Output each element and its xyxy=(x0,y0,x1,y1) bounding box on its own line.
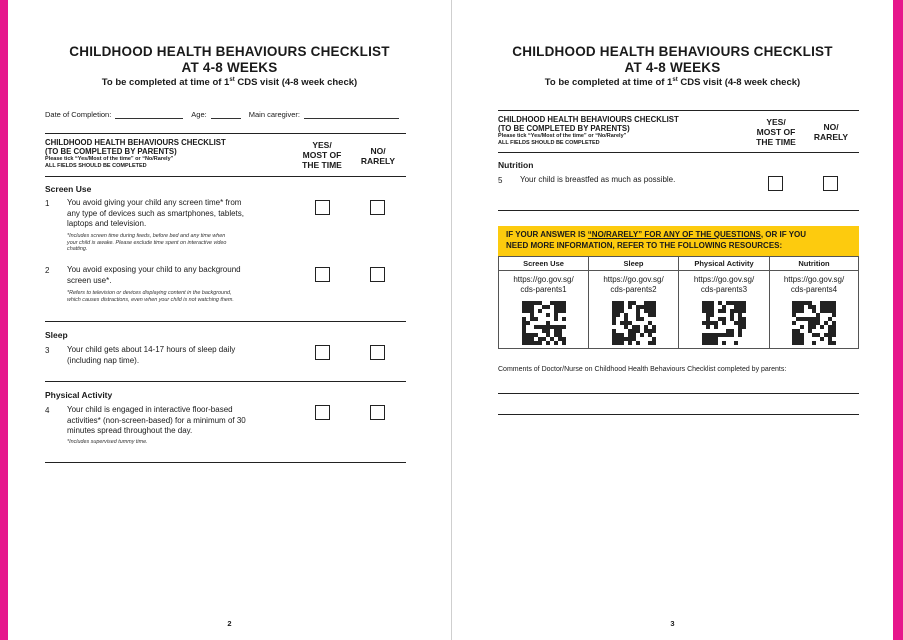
section-nutrition: Nutrition xyxy=(498,160,534,170)
qr-code-icon xyxy=(612,301,656,345)
table-header-rule xyxy=(498,152,859,153)
q3-no-checkbox[interactable] xyxy=(370,345,385,360)
q5-yes-checkbox[interactable] xyxy=(768,176,783,191)
question-number: 5 xyxy=(498,176,503,185)
question-1-text: You avoid giving your child any screen time* from any type of devices such as smartphones, tablets, laptops and television. xyxy=(67,198,244,228)
question-number: 4 xyxy=(45,406,50,415)
resource-physical-activity: Physical Activity https://go.gov.sg/ cds-parents3 xyxy=(679,257,770,348)
page-3 xyxy=(452,0,893,640)
q4-yes-checkbox[interactable] xyxy=(315,405,330,420)
resource-nutrition: Nutrition https://go.gov.sg/ cds-parents4 xyxy=(770,257,858,348)
page-3-header xyxy=(452,44,893,88)
table-top-rule xyxy=(45,133,406,134)
question-4-note: *Includes supervised tummy time. xyxy=(67,439,148,445)
q4-no-checkbox[interactable] xyxy=(370,405,385,420)
q3-yes-checkbox[interactable] xyxy=(315,345,330,360)
col-no-header: NO/ RARELY xyxy=(813,122,849,142)
resource-link[interactable]: https://go.gov.sg/ cds-parents4 xyxy=(783,275,845,294)
table-bottom-rule xyxy=(45,462,406,463)
qr-code-icon xyxy=(702,301,746,345)
page-number: 3 xyxy=(670,619,675,628)
caregiver-field[interactable] xyxy=(304,110,399,119)
resources-table xyxy=(498,256,859,349)
question-2-text: You avoid exposing your child to any background screen use*. xyxy=(67,265,241,285)
resource-link[interactable]: https://go.gov.sg/ cds-parents3 xyxy=(693,275,755,294)
section-rule xyxy=(45,321,406,322)
question-2-note: *Refers to television or devices displaying content in the background, which causes distractions, even when your child is not watching them. xyxy=(67,290,234,303)
age-label: Age: xyxy=(191,110,207,119)
resources-notice: IF YOUR ANSWER IS “NO/RARELY” FOR ANY OF THE QUESTIONS, OR IF YOU NEED MORE INFORMATION, REFER TO THE FOLLOWING RESOURCES: xyxy=(498,226,859,256)
table-top-rule xyxy=(498,110,859,111)
section-sleep: Sleep xyxy=(45,330,68,340)
date-label: Date of Completion: xyxy=(45,110,112,119)
q1-yes-checkbox[interactable] xyxy=(315,200,330,215)
resource-link[interactable]: https://go.gov.sg/ cds-parents1 xyxy=(513,275,574,294)
q2-yes-checkbox[interactable] xyxy=(315,267,330,282)
page-number: 2 xyxy=(227,619,232,628)
q2-no-checkbox[interactable] xyxy=(370,267,385,282)
completion-details-row xyxy=(45,110,406,119)
left-magenta-bar xyxy=(0,0,8,640)
question-number: 1 xyxy=(45,199,50,208)
question-3-text: Your child gets about 14-17 hours of sleep daily (including nap time). xyxy=(67,345,236,365)
caregiver-label: Main caregiver: xyxy=(248,110,301,119)
table-header: CHILDHOOD HEALTH BEHAVIOURS CHECKLIST (TO BE COMPLETED BY PARENTS) Please tick “Yes/Most of the time” or “No/Rarely” ALL FIELDS SHOULD BE COMPLETED xyxy=(498,115,679,146)
comments-label: Comments of Doctor/Nurse on Childhood Health Behaviours Checklist completed by parents: xyxy=(498,366,787,373)
comments-line[interactable] xyxy=(498,393,859,394)
table-header: CHILDHOOD HEALTH BEHAVIOURS CHECKLIST (TO BE COMPLETED BY PARENTS) Please tick “Yes/Most of the time” or “No/Rarely” ALL FIELDS SHOULD BE COMPLETED xyxy=(45,138,226,169)
section-screen-use: Screen Use xyxy=(45,184,92,194)
comments-line[interactable] xyxy=(498,414,859,415)
table-bottom-rule xyxy=(498,210,859,211)
qr-code-icon xyxy=(792,301,836,345)
question-1-note: *Includes screen time during feeds, before bed and any time when your child is awake. Please exclude time spent on interactive video chatting. xyxy=(67,233,227,253)
section-physical-activity: Physical Activity xyxy=(45,390,113,400)
question-number: 2 xyxy=(45,266,50,275)
table-header-rule xyxy=(45,176,406,177)
age-field[interactable] xyxy=(211,110,241,119)
date-field[interactable] xyxy=(115,110,183,119)
page-2-header xyxy=(8,44,451,88)
question-number: 3 xyxy=(45,346,50,355)
question-5-text: Your child is breastfed as much as possible. xyxy=(520,175,676,184)
resource-link[interactable]: https://go.gov.sg/ cds-parents2 xyxy=(603,275,664,294)
q5-no-checkbox[interactable] xyxy=(823,176,838,191)
page-2 xyxy=(8,0,451,640)
page-subtitle: To be completed at time of 1st CDS visit (4-8 week check) xyxy=(544,77,801,89)
resource-screen-use: Screen Use https://go.gov.sg/ cds-parents1 xyxy=(499,257,589,348)
col-no-header: NO/ RARELY xyxy=(360,146,396,166)
col-yes-header: YES/ MOST OF THE TIME xyxy=(302,140,342,170)
col-yes-header: YES/ MOST OF THE TIME xyxy=(756,117,796,147)
section-rule xyxy=(45,381,406,382)
page-subtitle: To be completed at time of 1st CDS visit (4-8 week check) xyxy=(101,77,358,89)
question-4-text: Your child is engaged in interactive floor-based activities* (non-screen-based) for a minimum of 30 minutes spread throughout the day. xyxy=(67,405,246,435)
resource-sleep: Sleep https://go.gov.sg/ cds-parents2 xyxy=(589,257,679,348)
qr-code-icon xyxy=(522,301,566,345)
page-title: CHILDHOOD HEALTH BEHAVIOURS CHECKLIST AT 4-8 WEEKS xyxy=(69,44,390,75)
q1-no-checkbox[interactable] xyxy=(370,200,385,215)
right-magenta-bar xyxy=(893,0,903,640)
page-title: CHILDHOOD HEALTH BEHAVIOURS CHECKLIST AT 4-8 WEEKS xyxy=(512,44,833,75)
